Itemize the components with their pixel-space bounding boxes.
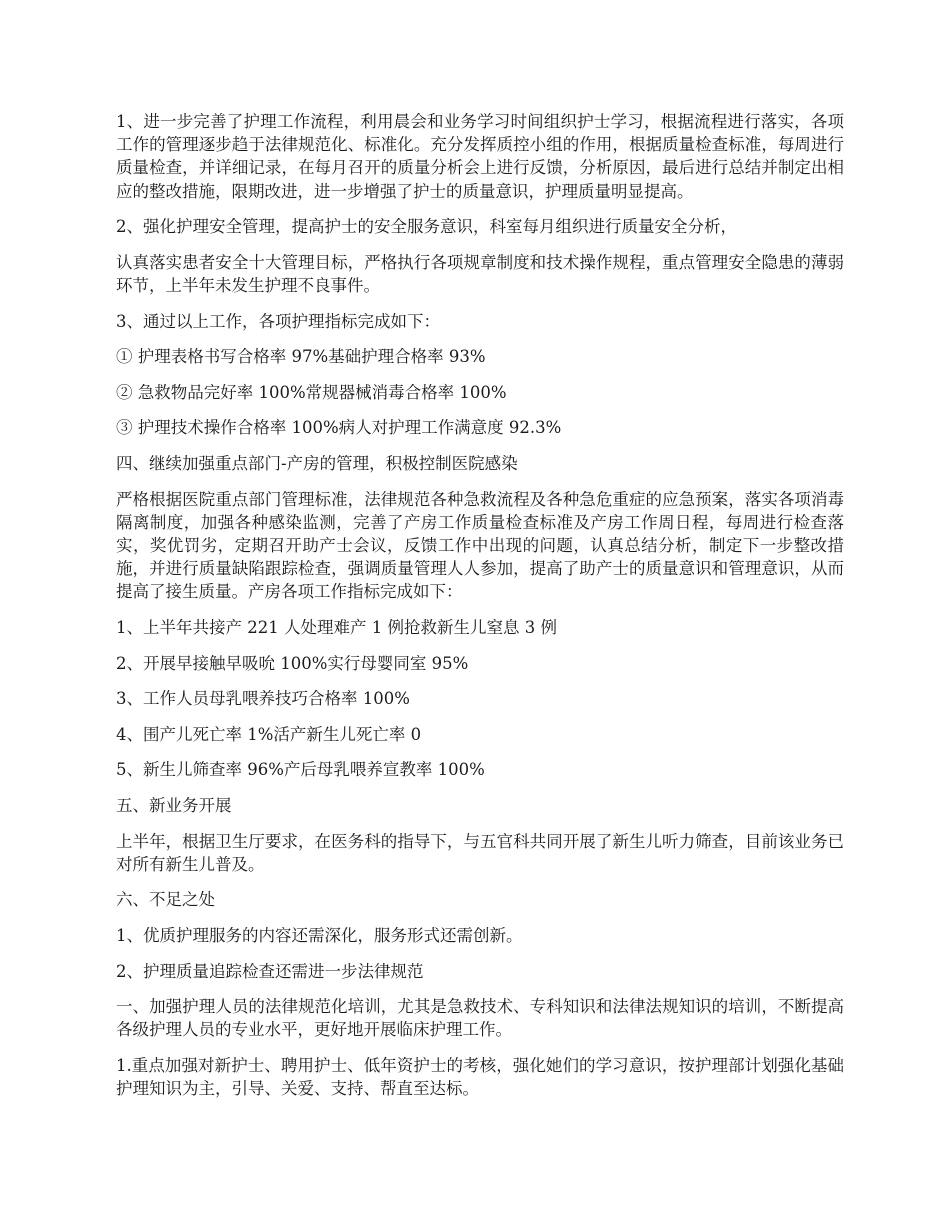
paragraph-delivery-room: 严格根据医院重点部门管理标准，法律规范各种急救流程及各种急危重症的应急预案，落实各项消毒隔离制度，加强各种感染监测，完善了产房工作质量检查标准及产房工作周日程，每周进行检查落实，奖优罚劣，定期召开助产士会议，反馈工作中出现的问题，认真总结分析，制定下一步整改措施，并进行质量缺陷跟踪检查，强调质量管理人人参加，提高了助产士的质量意识和管理意识，从而提高了接生质量。产房各项工作指标完成如下：: [116, 489, 844, 602]
paragraph-training: 一、加强护理人员的法律规范化培训，尤其是急救技术、专科知识和法律法规知识的培训，不断提高各级护理人员的专业水平，更好地开展临床护理工作。: [116, 997, 844, 1040]
delivery-indicator-1: 1、上半年共接产 221 人处理难产 1 例抢救新生儿窒息 3 例: [116, 617, 557, 637]
shortcoming-item-2: 2、护理质量追踪检查还需进一步法律规范: [116, 961, 424, 981]
section-heading-5: 五、新业务开展: [116, 795, 232, 815]
delivery-indicator-5: 5、新生儿筛查率 96%产后母乳喂养宣教率 100%: [116, 760, 485, 780]
delivery-indicator-2: 2、开展早接触早吸吮 100%实行母婴同室 95%: [116, 653, 469, 673]
paragraph-indicators-intro: 3、通过以上工作，各项护理指标完成如下：: [116, 311, 440, 331]
delivery-indicator-4: 4、围产儿死亡率 1%活产新生儿死亡率 0: [116, 724, 422, 744]
shortcoming-item-1: 1、优质护理服务的内容还需深化，服务形式还需创新。: [116, 925, 523, 945]
section-heading-4: 四、继续加强重点部门-产房的管理，积极控制医院感染: [116, 453, 518, 473]
paragraph-assessment: 1.重点加强对新护士、聘用护士、低年资护士的考核，强化她们的学习意识，按护理部计划强化基础护理知识为主，引导、关爱、支持、帮直至达标。: [116, 1055, 844, 1099]
indicator-item-3: ③ 护理技术操作合格率 100%病人对护理工作满意度 92.3%: [116, 418, 562, 438]
delivery-indicator-3: 3、工作人员母乳喂养技巧合格率 100%: [116, 689, 410, 709]
indicator-item-1: ① 护理表格书写合格率 97%基础护理合格率 93%: [116, 347, 486, 367]
paragraph-process-improvement: 1、进一步完善了护理工作流程，利用晨会和业务学习时间组织护士学习，根据流程进行落实，各项工作的管理逐步趋于法律规范化、标准化。充分发挥质控小组的作用，根据质量检查标准，每周进行质量检查，并详细记录，在每月召开的质量分析会上进行反馈，分析原因，最后进行总结并制定出相应的整改措施，限期改进，进一步增强了护士的质量意识，护理质量明显提高。: [116, 112, 844, 201]
document-page: [116, 110, 844, 1113]
section-heading-6: 六、不足之处: [116, 890, 215, 910]
paragraph-safety-management: 2、强化护理安全管理，提高护士的安全服务意识，科室每月组织进行质量安全分析，: [116, 217, 737, 237]
indicator-item-2: ② 急救物品完好率 100%常规器械消毒合格率 100%: [116, 382, 507, 402]
paragraph-safety-goals: 认真落实患者安全十大管理目标，严格执行各项规章制度和技术操作规程，重点管理安全隐患的薄弱环节，上半年未发生护理不良事件。: [116, 252, 844, 295]
paragraph-new-business: 上半年，根据卫生厅要求，在医务科的指导下，与五官科共同开展了新生儿听力筛查，目前该业务已对所有新生儿普及。: [116, 831, 844, 874]
